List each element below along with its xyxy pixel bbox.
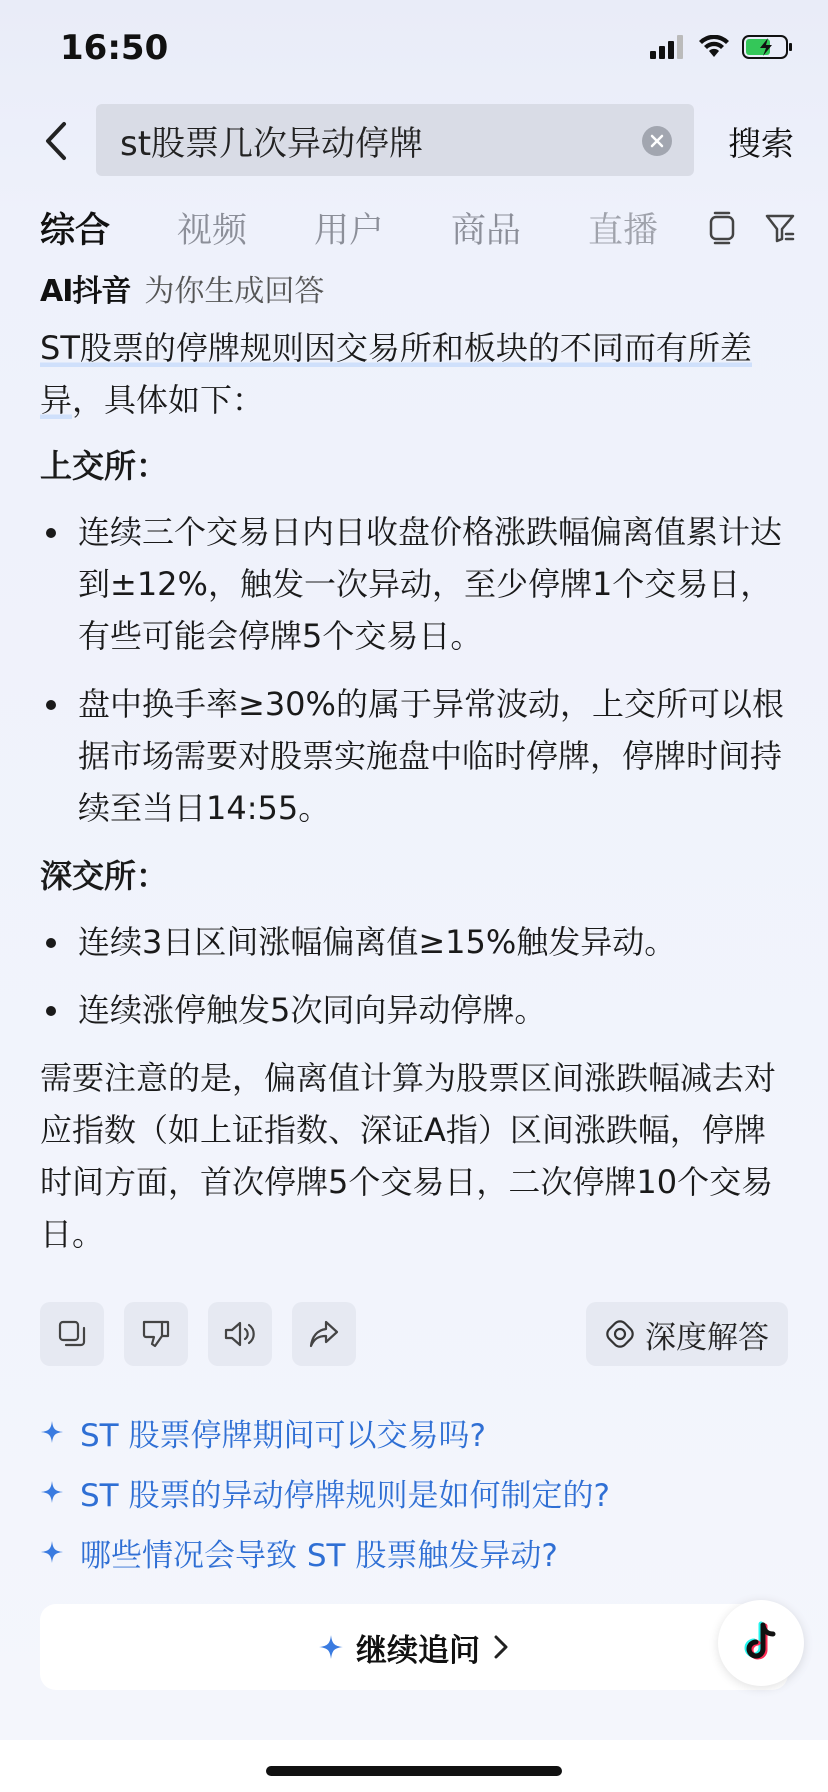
tab-live[interactable]: 直播	[588, 211, 659, 251]
filter-icon[interactable]	[762, 208, 798, 248]
deep-answer-label: 深度解答	[645, 1319, 769, 1356]
back-button[interactable]	[36, 118, 76, 164]
search-input[interactable]	[96, 104, 694, 176]
answer-note: 需要注意的是，偏离值计算为股票区间涨跌幅减去对应指数（如上证指数、深证A指）区间涨跌幅，停牌时间方面，首次停牌5个交易日，二次停牌10个交易日。	[40, 1059, 777, 1253]
tab-products[interactable]: 商品	[451, 211, 522, 251]
copy-button[interactable]	[40, 1302, 104, 1366]
copy-icon	[57, 1319, 87, 1349]
suggestion-item[interactable]	[40, 1462, 790, 1522]
close-icon	[650, 134, 664, 148]
suggestion-item[interactable]	[40, 1522, 790, 1582]
ai-answer-header	[40, 266, 324, 310]
tab-users[interactable]: 用户	[314, 211, 385, 251]
sparkle-icon	[40, 1420, 68, 1444]
section-bullets-szse	[40, 916, 790, 1036]
result-tabs	[40, 200, 828, 256]
sparkle-icon	[40, 1480, 68, 1504]
search-query: st股票几次异动停牌	[120, 123, 424, 164]
continue-asking-label: 继续追问	[356, 1632, 480, 1669]
clear-search-button[interactable]	[642, 126, 672, 156]
dislike-button[interactable]	[124, 1302, 188, 1366]
ai-answer-body	[40, 322, 790, 1260]
wifi-icon	[698, 35, 730, 63]
sparkle-icon	[40, 1540, 68, 1564]
deep-answer-button[interactable]	[586, 1302, 788, 1366]
suggestion-text: ST 股票停牌期间可以交易吗?	[80, 1417, 486, 1454]
share-icon	[308, 1319, 340, 1349]
speaker-icon	[223, 1319, 257, 1349]
answer-intro	[40, 322, 790, 426]
status-bar	[0, 0, 828, 100]
layout-toggle-icon[interactable]	[704, 208, 740, 248]
sparkle-icon	[318, 1634, 344, 1660]
share-button[interactable]	[292, 1302, 356, 1366]
section-title-sse: 上交所：	[40, 447, 169, 485]
home-indicator	[266, 1766, 562, 1776]
suggestion-text: ST 股票的异动停牌规则是如何制定的?	[80, 1477, 610, 1514]
answer-intro-rest: ，具体如下：	[72, 381, 265, 419]
signal-icon	[650, 35, 686, 63]
search-button[interactable]: 搜索	[728, 124, 794, 163]
section-title-szse: 深交所：	[40, 857, 169, 895]
suggestion-text: 哪些情况会导致 ST 股票触发异动?	[80, 1537, 558, 1574]
chevron-right-icon	[492, 1634, 510, 1660]
douyin-float-button[interactable]	[718, 1600, 804, 1686]
continue-asking-button[interactable]	[40, 1604, 788, 1690]
douyin-logo-icon	[741, 1621, 781, 1665]
list-item: 盘中换手率≥30%的属于异常波动，上交所可以根据市场需要对股票实施盘中临时停牌，停牌时间持续至当日14:55。	[40, 678, 790, 834]
suggested-questions	[40, 1402, 790, 1582]
read-aloud-button[interactable]	[208, 1302, 272, 1366]
ai-douyin-logo: AI抖音	[40, 274, 131, 309]
answer-actions	[40, 1302, 788, 1366]
list-item: 连续3日区间涨幅偏离值≥15%触发异动。	[40, 916, 790, 968]
suggestion-item[interactable]	[40, 1402, 790, 1462]
status-icons	[650, 34, 794, 64]
chevron-left-icon	[44, 121, 68, 161]
section-bullets-sse	[40, 506, 790, 834]
thumbs-down-icon	[140, 1318, 172, 1350]
ai-subtitle: 为你生成回答	[144, 274, 325, 309]
battery-charging-icon	[742, 34, 794, 64]
deep-think-icon	[605, 1319, 635, 1349]
answer-intro-highlight[interactable]: ST股票的停牌规则因交易所和板块的不同而有所差异	[40, 329, 752, 419]
status-time: 16:50	[60, 28, 169, 68]
list-item: 连续涨停触发5次同向异动停牌。	[40, 984, 790, 1036]
list-item: 连续三个交易日内日收盘价格涨跌幅偏离值累计达到±12%，触发一次异动，至少停牌1个交易日，有些可能会停牌5个交易日。	[40, 506, 790, 662]
tab-comprehensive[interactable]: 综合	[40, 211, 111, 251]
tab-video[interactable]: 视频	[177, 211, 248, 251]
